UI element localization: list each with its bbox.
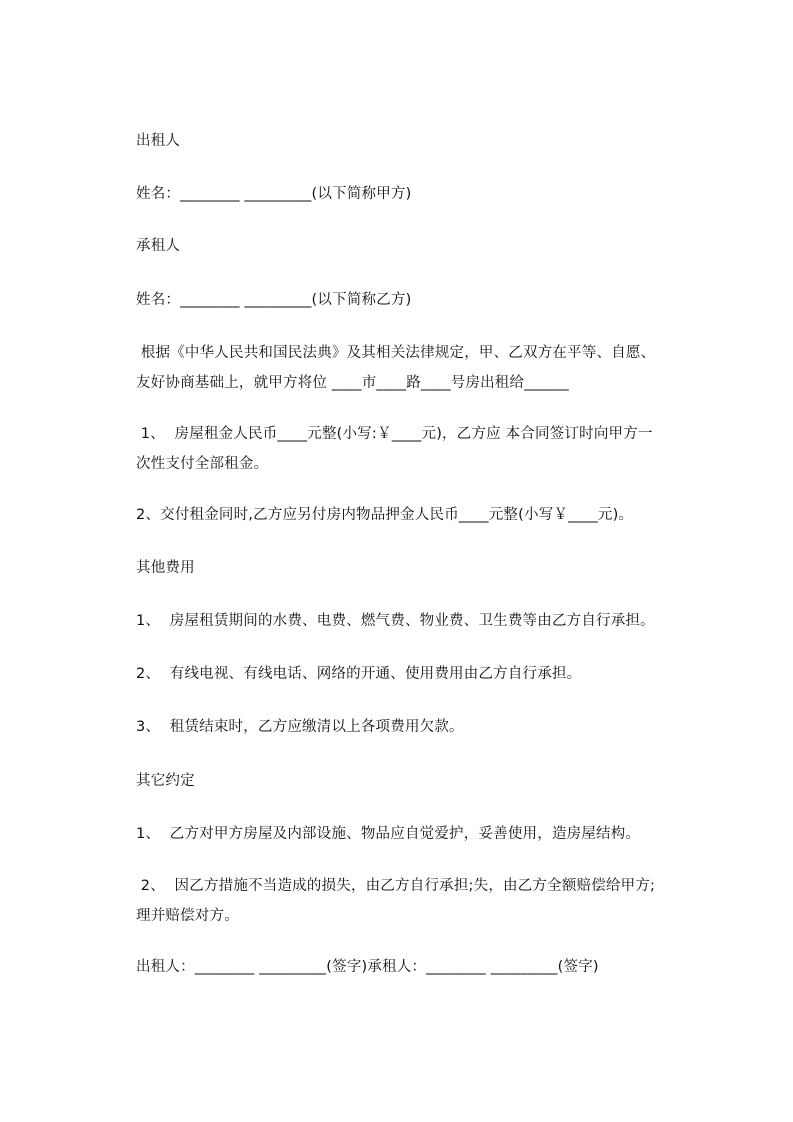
other-fees-item-3: 3、 租赁结束时，乙方应缴清以上各项费用欠款。 <box>136 719 464 735</box>
other-fees-item-1: 1、 房屋租赁期间的水费、电费、燃气费、物业费、卫生费等由乙方自行承担。 <box>136 613 655 629</box>
other-fees-item-2: 2、 有线电视、有线电话、网络的开通、使用费用由乙方自行承担。 <box>136 666 582 682</box>
lessee-name-line: 姓名：________ _________(以下简称乙方) <box>136 292 412 308</box>
lessee-heading: 承租人 <box>136 238 181 254</box>
lessor-name-line: 姓名：________ _________(以下简称甲方) <box>136 186 412 202</box>
other-terms-heading: 其它约定 <box>136 773 195 789</box>
rent-clause-2: 2、交付租金同时,乙方应另付房内物品押金人民币____元整(小写￥____元)。 <box>136 507 634 523</box>
other-fees-heading: 其他费用 <box>136 560 195 576</box>
intro-line-1: 根据《中华人民共和国民法典》及其相关法律规定，甲、乙双方在平等、自愿、 <box>136 345 656 361</box>
other-terms-item-2-line-2: 理并赔偿对方。 <box>136 908 239 924</box>
signature-line: 出租人：________ _________(签字)承租人：________ _________(签字) <box>136 959 599 975</box>
intro-line-2: 友好协商基础上，就甲方将位 ____市____路____号房出租给______ <box>136 375 569 391</box>
other-terms-item-1: 1、 乙方对甲方房屋及内部设施、物品应自觉爱护，妥善使用，造房屋结构。 <box>136 826 641 842</box>
intro-paragraph <box>136 343 706 393</box>
rent-clause-1 <box>136 424 706 474</box>
rent-clause-1-line-2: 次性支付全部租金。 <box>136 456 269 472</box>
lessor-heading: 出租人 <box>136 133 181 149</box>
other-terms-item-2 <box>136 876 706 926</box>
rent-clause-1-line-1: 1、 房屋租金人民币____元整(小写:￥____元)，乙方应 本合同签订时向甲方一 <box>136 426 653 442</box>
other-terms-item-2-line-1: 2、 因乙方措施不当造成的损失，由乙方自行承担;失，由乙方全额赔偿给甲方; <box>136 878 656 894</box>
